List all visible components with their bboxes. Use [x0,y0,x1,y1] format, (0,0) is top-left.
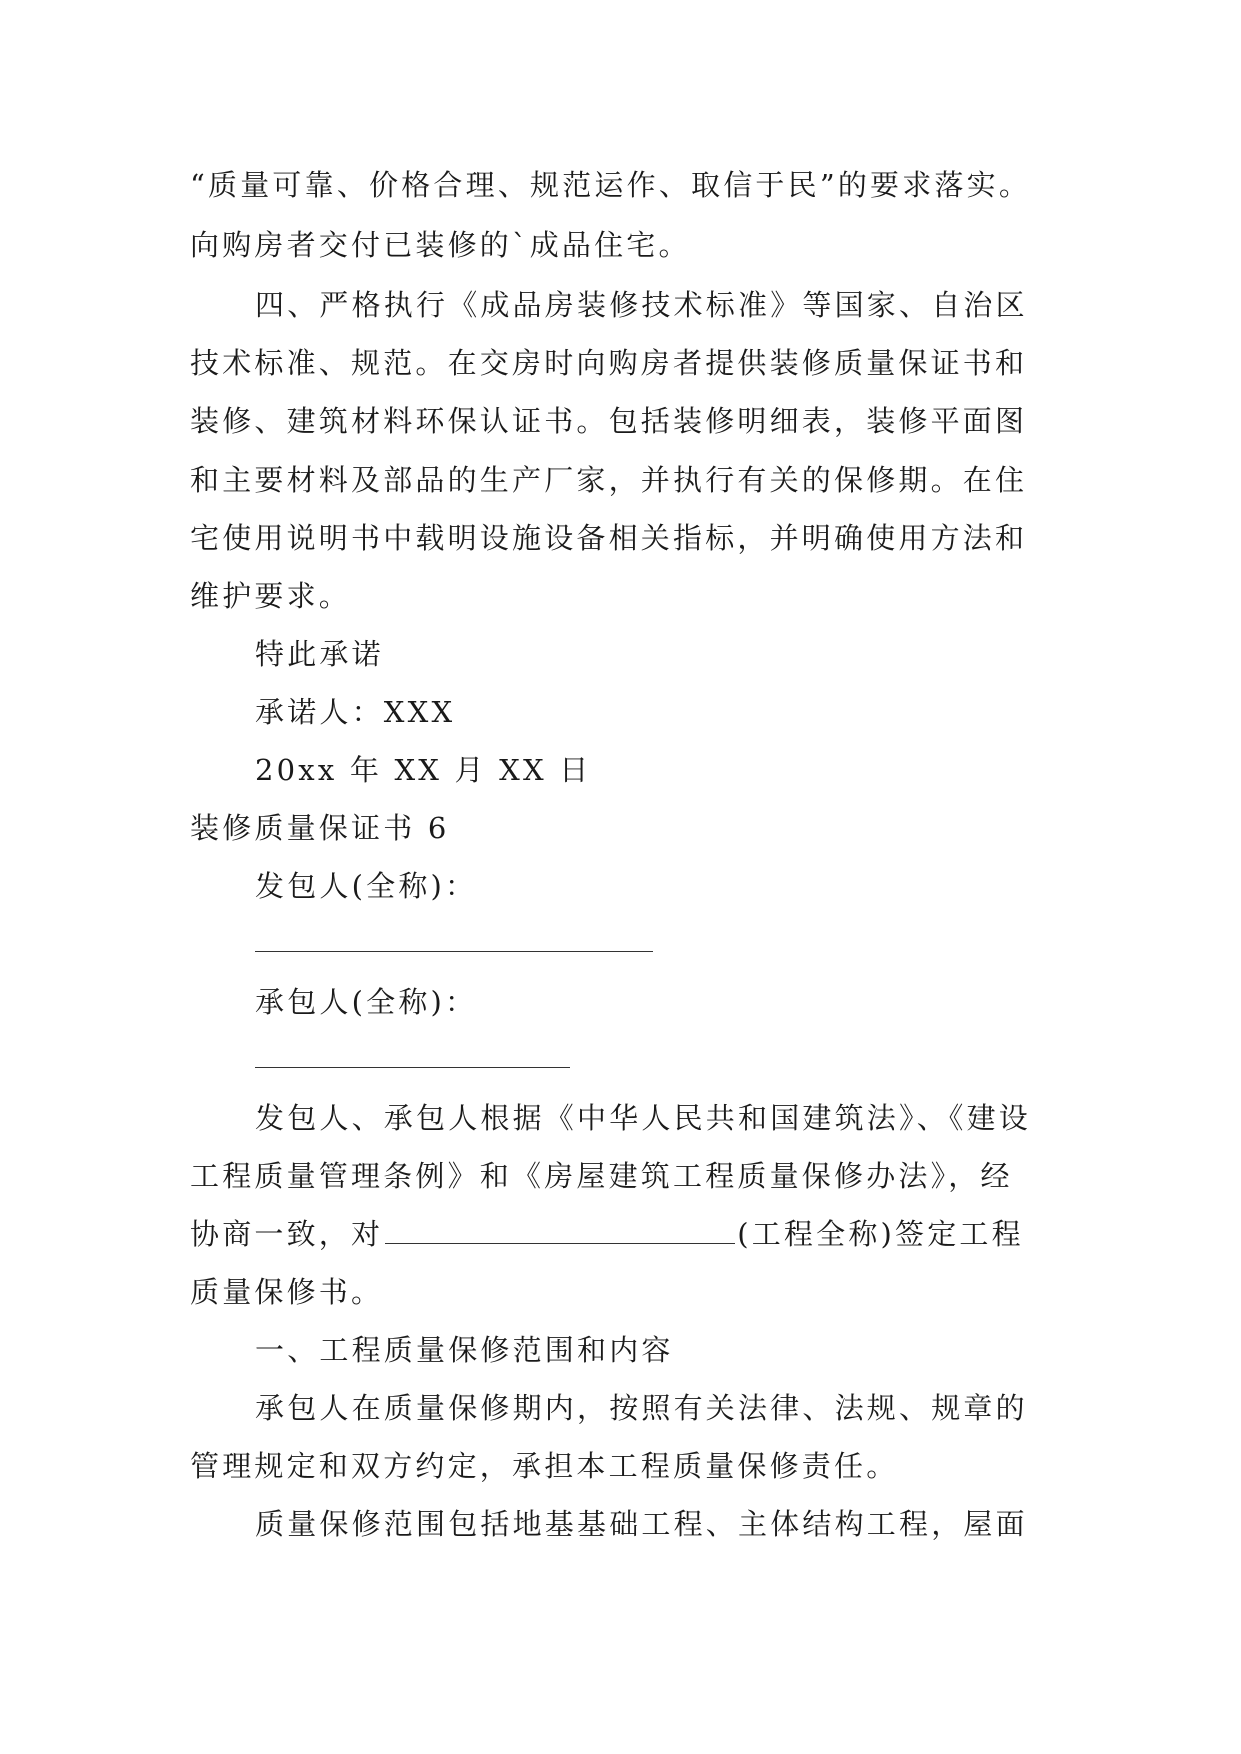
section-four-paragraph: 四、严格执行《成品房装修技术标准》等国家、自治区 [255,288,1028,322]
contractor-blank [255,1067,570,1068]
text-line: 承包人在质量保修期内，按照有关法律、法规、规章的 [255,1391,1028,1425]
negotiation-suffix: (工程全称)签定工程 [737,1217,1024,1251]
text-line: 技术标准、规范。在交房时向购房者提供装修质量保证书和 [190,346,1028,380]
section-one-heading: 一、工程质量保修范围和内容 [255,1333,674,1367]
text-line: 管理规定和双方约定，承担本工程质量保修责任。 [190,1449,899,1483]
text-line: 和主要材料及部品的生产厂家，并执行有关的保修期。在住 [190,463,1028,497]
closing-phrase: 特此承诺 [255,637,384,671]
agreement-paragraph: 发包人、承包人根据《中华人民共和国建筑法》、《建设 [255,1101,1032,1135]
text-line: 质量保修范围包括地基基础工程、主体结构工程，屋面 [255,1507,1028,1541]
section-title: 装修质量保证书 6 [190,811,450,845]
text-line: 向购房者交付已装修的`成品住宅。 [190,228,691,262]
contractor-label: 承包人(全称)： [255,985,478,1019]
employer-blank [255,951,653,952]
text-line: 工程质量管理条例》和《房屋建筑工程质量保修办法》，经 [190,1159,1013,1193]
text-line: 装修、建筑材料环保认证书。包括装修明细表，装修平面图 [190,404,1028,438]
text-line: 宅使用说明书中载明设施设备相关指标，并明确使用方法和 [190,521,1028,555]
employer-label: 发包人(全称)： [255,869,478,903]
text-line: 质量保修书。 [190,1275,384,1309]
text-line: 维护要求。 [190,579,352,613]
promisor-line: 承诺人：XXX [255,695,456,729]
date-line: 20xx 年 XX 月 XX 日 [255,753,592,787]
negotiation-prefix: 协商一致，对 [190,1217,384,1251]
text-line: “质量可靠、价格合理、规范运作、取信于民”的要求落实。 [190,168,1032,202]
negotiation-line [190,1214,1024,1254]
project-name-blank [385,1217,735,1244]
